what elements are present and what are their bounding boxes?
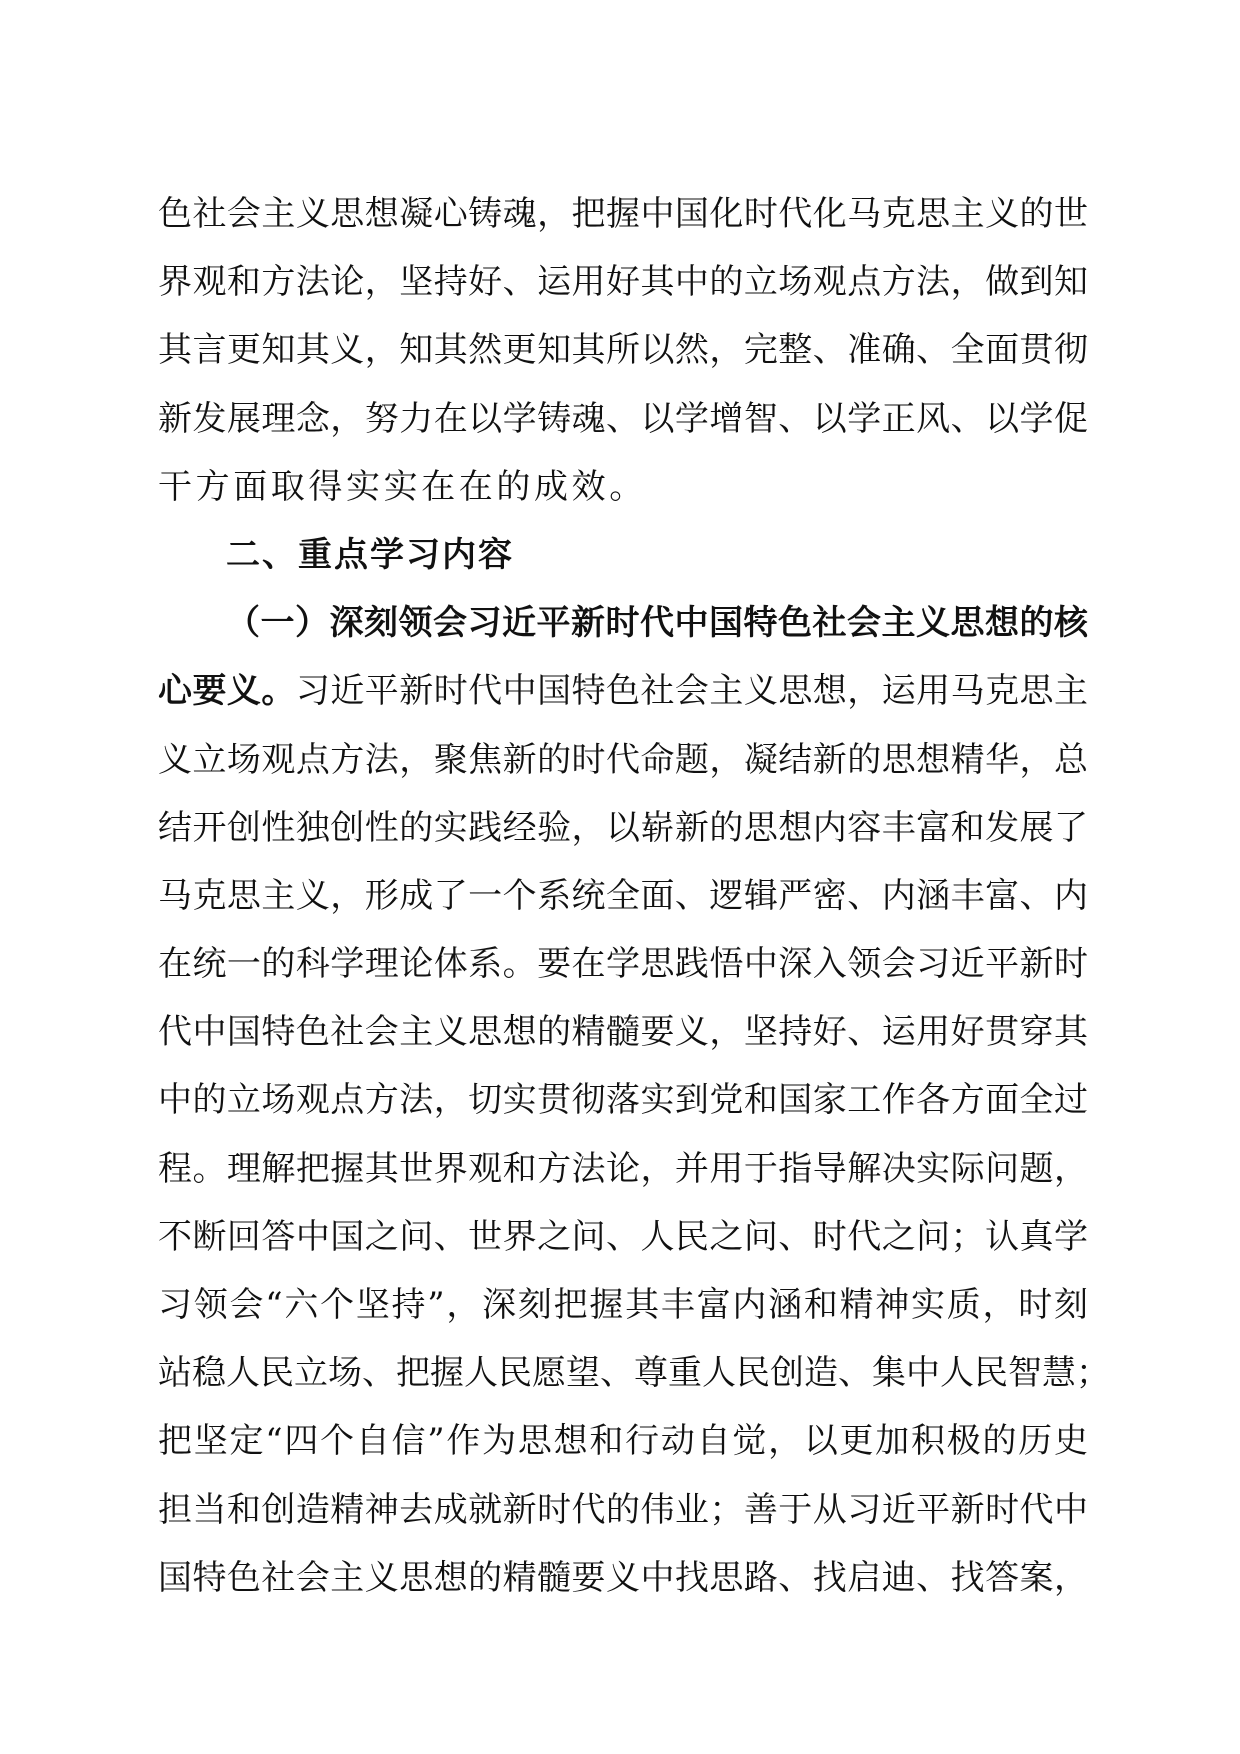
paragraph-text: 习近平新时代中国特色社会主义思想，运用马克思主 [295, 671, 1089, 712]
paragraph-line: 代中国特色社会主义思想的精髓要义，坚持好、运用好贯穿其 [158, 1012, 1088, 1053]
paragraph-line: 在统一的科学理论体系。要在学思践悟中深入领会习近平新时 [158, 944, 1088, 985]
section-heading: 二、重点学习内容 [226, 534, 514, 575]
subsection-title-line [158, 657, 1088, 725]
paragraph-line: 界观和方法论，坚持好、运用好其中的立场观点方法，做到知 [158, 262, 1088, 303]
subsection-title-end: 心要义。 [158, 671, 296, 712]
paragraph-line: 其言更知其义，知其然更知其所以然，完整、准确、全面贯彻 [158, 330, 1088, 371]
paragraph-line: 干方面取得实实在在的成效。 [158, 466, 647, 507]
paragraph-line: 中的立场观点方法，切实贯彻落实到党和国家工作各方面全过 [158, 1080, 1088, 1121]
paragraph-line: 习领会“六个坚持”，深刻把握其丰富内涵和精神实质，时刻 [158, 1285, 1088, 1325]
paragraph-line: 色社会主义思想凝心铸魂，把握中国化时代化马克思主义的世 [158, 194, 1088, 234]
subsection-title: （一）深刻领会习近平新时代中国特色社会主义思想的核 [226, 603, 1088, 644]
paragraph-line: 不断回答中国之问、世界之问、人民之问、时代之问；认真学 [158, 1216, 1088, 1257]
paragraph-line: 担当和创造精神去成就新时代的伟业；善于从习近平新时代中 [158, 1489, 1088, 1530]
paragraph-line: 国特色社会主义思想的精髓要义中找思路、找启迪、找答案， [158, 1557, 1088, 1598]
paragraph-line: 程。理解把握其世界观和方法论，并用于指导解决实际问题， [158, 1148, 1088, 1189]
paragraph-line: 把坚定“四个自信”作为思想和行动自觉，以更加积极的历史 [158, 1421, 1088, 1462]
paragraph-line: 马克思主义，形成了一个系统全面、逻辑严密、内涵丰富、内 [158, 875, 1088, 916]
paragraph-line: 新发展理念，努力在以学铸魂、以学增智、以学正风、以学促 [158, 398, 1088, 439]
paragraph-line: 站稳人民立场、把握人民愿望、尊重人民创造、集中人民智慧； [158, 1353, 1110, 1394]
paragraph-line: 结开创性独创性的实践经验，以崭新的思想内容丰富和发展了 [158, 807, 1088, 848]
paragraph-line: 义立场观点方法，聚焦新的时代命题，凝结新的思想精华，总 [158, 739, 1088, 780]
document-body [158, 180, 1110, 1612]
